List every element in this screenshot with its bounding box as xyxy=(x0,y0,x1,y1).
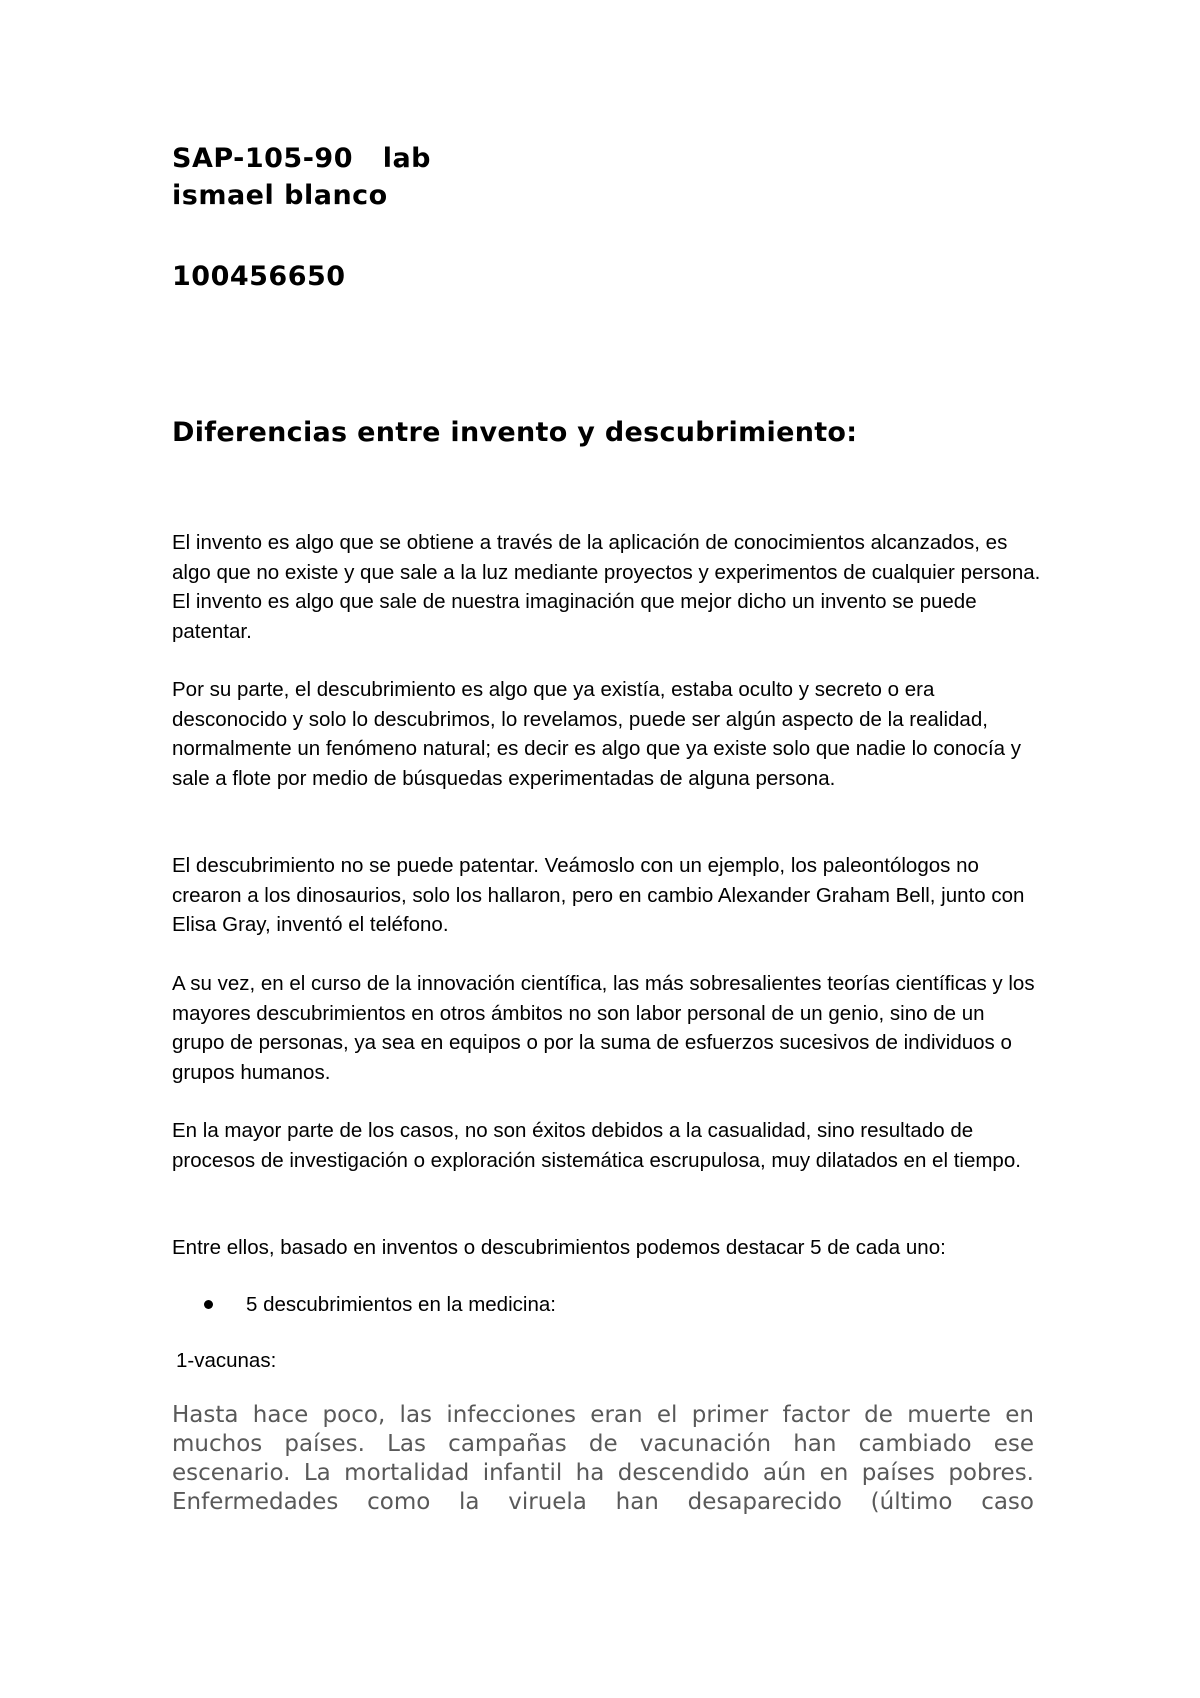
bullet-icon xyxy=(204,1300,213,1309)
paragraph-vacunas: Hasta hace poco, las infecciones eran el primer factor de muerte en muchos países. Las campañas de vacunación han cambiado ese escenario. La mortalidad infantil ha descendido aún en países pobres. Enfermedades como la viruela han desaparecido (último caso xyxy=(172,1402,1034,1515)
paragraph-entre-ellos: Entre ellos, basado en inventos o descubrimientos podemos destacar 5 de cada uno: xyxy=(172,1236,946,1259)
student-name: ismael blanco xyxy=(172,180,388,211)
bullet-text: 5 descubrimientos en la medicina: xyxy=(246,1293,556,1316)
document-title: Diferencias entre invento y descubrimiento: xyxy=(172,417,858,448)
paragraph-casos: En la mayor parte de los casos, no son éxitos debidos a la casualidad, sino resultado de procesos de investigación o exploración sistemática escrupulosa, muy dilatados en el tiempo. xyxy=(172,1119,1021,1172)
paragraph-invento: El invento es algo que se obtiene a través de la aplicación de conocimientos alcanzados, es algo que no existe y que sale a la luz mediante proyectos y experimentos de cualquier persona. El invento es algo que sale de nuestra imaginación que mejor dicho un invento se puede patentar. xyxy=(172,531,1041,643)
paragraph-innovacion: A su vez, en el curso de la innovación científica, las más sobresalientes teorías científicas y los mayores descubrimientos en otros ámbitos no son labor personal de un genio, sino de un grupo de personas, ya sea en equipos o por la suma de esfuerzos sucesivos de individuos o grupos humanos. xyxy=(172,972,1035,1084)
list-item xyxy=(202,1290,556,1320)
course-code: SAP-105-90 lab xyxy=(172,143,432,174)
student-id: 100456650 xyxy=(172,261,346,292)
subsection-label: 1-vacunas: xyxy=(176,1349,277,1372)
paragraph-patentar: El descubrimiento no se puede patentar. Veámoslo con un ejemplo, los paleontólogos no crearon a los dinosaurios, solo los hallaron, pero en cambio Alexander Graham Bell, junto con Elisa Gray, inventó el teléfono. xyxy=(172,854,1025,936)
paragraph-descubrimiento: Por su parte, el descubrimiento es algo que ya existía, estaba oculto y secreto o era desconocido y solo lo descubrimos, lo revelamos, puede ser algún aspecto de la realidad, normalmente un fenómeno natural; es decir es algo que ya existe solo que nadie lo conocía y sale a flote por medio de búsquedas experimentadas de alguna persona. xyxy=(172,678,1021,790)
